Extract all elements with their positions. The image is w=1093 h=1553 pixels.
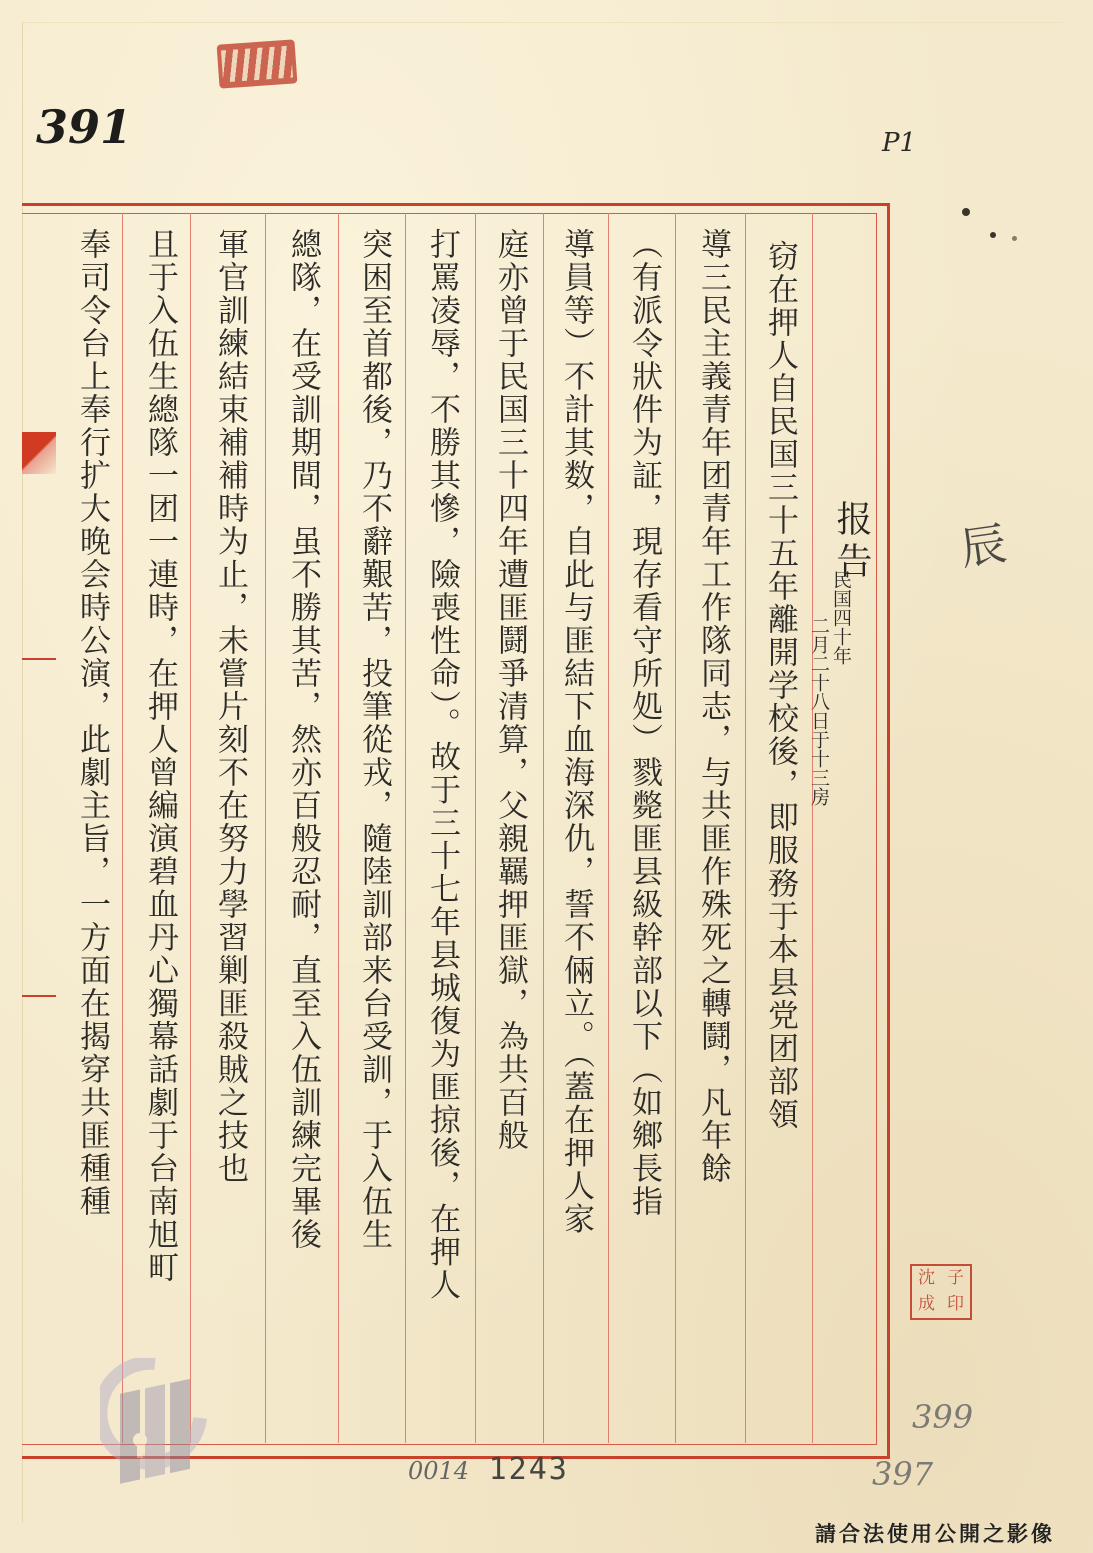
- folio-number: [408, 1452, 569, 1487]
- page-mark: P1: [882, 128, 917, 158]
- body-column: 且于入伍生總隊一团一連時，在押人曾編演碧血丹心獨幕話劇于台南旭町: [142, 228, 178, 1284]
- ink-spot: [1012, 236, 1017, 241]
- seal-char: 沈: [918, 1268, 935, 1288]
- handwritten-annotation: 辰: [956, 516, 1010, 576]
- ink-spot: [962, 208, 970, 216]
- column-rule: [265, 213, 266, 1443]
- body-column: 奉司令台上奉行扩大晚会時公演，此劇主旨，一方面在揭穿共匪種種: [74, 228, 110, 1218]
- seal-char: 成: [918, 1294, 935, 1314]
- folio-handwritten: 0014: [408, 1457, 470, 1485]
- pencil-page-number: 397: [872, 1455, 934, 1493]
- column-rule: [745, 213, 746, 1443]
- column-rule: [405, 213, 406, 1443]
- body-column: 打罵凌辱，不勝其慘，險喪性命）。故于三十七年县城復为匪掠後，在押人: [424, 228, 460, 1302]
- body-column: 窃在押人自民国三十五年離開学校後，即服務于本县党团部領: [762, 240, 798, 1131]
- date-line-year: 民国四十年: [830, 570, 852, 665]
- ink-spot: [990, 232, 996, 238]
- binding-rule: [22, 658, 56, 660]
- body-column: 總隊，在受訓期間，虽不勝其苦，然亦百般忍耐，直至入伍訓練完畢後: [285, 228, 321, 1251]
- column-rule: [190, 213, 191, 1443]
- column-rule: [338, 213, 339, 1443]
- red-seal-top: [217, 39, 298, 88]
- archive-number: 391: [36, 100, 133, 154]
- archive-logo-icon: [100, 1358, 210, 1498]
- red-seal-right: [910, 1264, 972, 1320]
- pencil-page-number: 399: [912, 1398, 974, 1436]
- column-rule: [608, 213, 609, 1443]
- usage-notice: 請合法使用公開之影像: [815, 1522, 1055, 1546]
- folio-stamped: 1243: [488, 1452, 569, 1487]
- body-column: 軍官訓練結束補補時为止，未嘗片刻不在努力學習剿匪殺賊之技也: [212, 228, 248, 1185]
- body-column: （有派令狀件为証，現存看守所処）戮斃匪县級幹部以下（如鄉長指: [626, 228, 662, 1218]
- body-column: 突困至首都後，乃不辭艱苦，投筆從戎，隨陸訓部来台受訓，于入伍生: [356, 228, 392, 1251]
- seal-char: 印: [947, 1294, 964, 1314]
- document-title: 报告: [831, 500, 872, 584]
- seal-char: 子: [947, 1268, 964, 1288]
- binding-tab-marker: [22, 432, 56, 474]
- column-rule: [122, 213, 123, 1443]
- column-rule: [675, 213, 676, 1443]
- body-column: 導員等）不計其数，自此与匪結下血海深仇，誓不倆立。（蓋在押人家: [558, 228, 594, 1236]
- binding-rule: [22, 995, 56, 997]
- column-rule: [812, 213, 813, 1443]
- body-column: 導三民主義青年团青年工作隊同志，与共匪作殊死之轉鬪，凡年餘: [695, 228, 731, 1185]
- date-line-day: 二月二十八日于十三房: [808, 616, 830, 806]
- seal-top-text: [221, 46, 293, 83]
- column-rule: [543, 213, 544, 1443]
- body-column: 庭亦曾于民国三十四年遭匪鬪爭清算，父親羈押匪獄，為共百般: [492, 228, 528, 1152]
- column-rule: [475, 213, 476, 1443]
